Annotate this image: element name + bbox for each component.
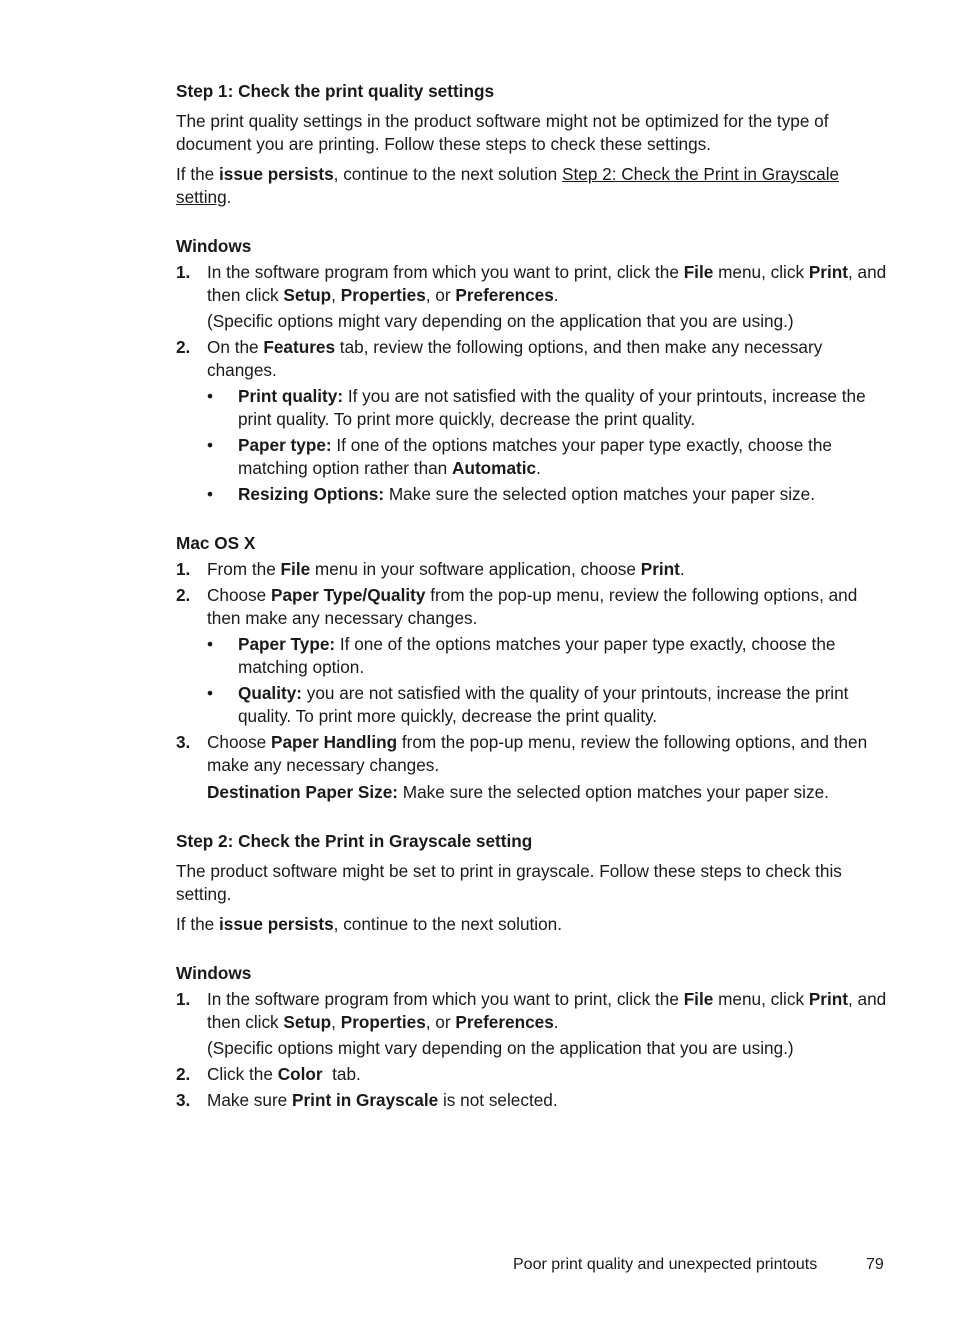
step2-link[interactable]: Step 2: Check the Print in Grayscale setting <box>176 164 840 207</box>
step2-persists: If the issue persists, continue to the next solution. <box>176 914 563 934</box>
bullet-icon: • <box>207 435 214 455</box>
bullet-icon: • <box>207 484 214 504</box>
list-number: 3. <box>176 1090 191 1110</box>
bullet-item: • Resizing Options: Make sure the selected option matches your paper size. <box>207 484 815 504</box>
bullet-item: • Paper Type: If one of the options matches your paper type exactly, choose the matching option. <box>207 634 836 677</box>
list-item: 2. Choose Paper Type/Quality from the pop-up menu, review the following options, and then make any necessary changes. • Paper Type: If one of the options matches your paper type exactly, choose the matching option. • Quality: you are not satisfied with the quality of your printouts, increase the print quality. To print more quickly, decrease the print quality. <box>176 584 888 728</box>
windows-heading-2: Windows <box>176 963 252 983</box>
list-item: 1. In the software program from which you want to print, click the File menu, click Print, and then click Setup, Properties, or Preferences. (Specific options might vary depending on the application that you are using.) <box>176 262 887 331</box>
document-page <box>176 80 888 1112</box>
bullet-icon: • <box>207 683 214 703</box>
step1-heading: Step 1: Check the print quality settings <box>176 81 495 101</box>
bullet-item: • Paper type: If one of the options matches your paper type exactly, choose the matching option rather than Automatic. <box>207 435 832 478</box>
step1-persists: If the issue persists, continue to the next solution Step 2: Check the Print in Grayscale setting. <box>176 164 840 207</box>
step2-intro: The product software might be set to print in grayscale. Follow these steps to check this setting. <box>176 861 842 904</box>
windows-heading: Windows <box>176 236 252 256</box>
bullet-item: • Print quality: If you are not satisfied with the quality of your printouts, increase the print quality. To print more quickly, decrease the print quality. <box>207 386 866 429</box>
list-note: (Specific options might vary depending on the application that you are using.) <box>207 1038 794 1058</box>
list-item: 1. From the File menu in your software application, choose Print. <box>176 559 685 579</box>
mac-heading: Mac OS X <box>176 533 256 553</box>
list-number: 1. <box>176 262 191 282</box>
list-item: 3. Make sure Print in Grayscale is not selected. <box>176 1090 558 1110</box>
list-number: 2. <box>176 585 191 605</box>
bullet-icon: • <box>207 634 214 654</box>
list-number: 2. <box>176 1064 191 1084</box>
list-item: 3. Choose Paper Handling from the pop-up menu, review the following options, and then make any necessary changes. Destination Paper Size: Make sure the selected option matches your paper size. <box>176 732 868 802</box>
bullet-item: • Quality: you are not satisfied with the quality of your printouts, increase the print quality. To print more quickly, decrease the print quality. <box>207 683 849 726</box>
list-item: 1. In the software program from which you want to print, click the File menu, click Print, and then click Setup, Properties, or Preferences. (Specific options might vary depending on the application that you are using.) <box>176 989 887 1058</box>
step2-heading: Step 2: Check the Print in Grayscale setting <box>176 831 533 851</box>
list-number: 1. <box>176 989 191 1009</box>
list-note: (Specific options might vary depending on the application that you are using.) <box>207 311 794 331</box>
list-number: 2. <box>176 337 191 357</box>
list-item: 2. On the Features tab, review the following options, and then make any necessary changes. • Print quality: If you are not satisfied with the quality of your printouts, increase the print quality. To print more quickly, decrease the print quality. • Paper type: If one of the options matches your paper type exactly, choose the matching option rather than Automatic. • Resizing Options: Make sure the selected option matches your paper size. <box>176 336 888 506</box>
list-number: 3. <box>176 732 191 752</box>
page-number: 79 <box>866 1256 884 1273</box>
bullet-icon: • <box>207 386 214 406</box>
step1-intro: The print quality settings in the product software might not be optimized for the type of document you are printing. Follow these steps to check these settings. <box>176 111 829 154</box>
list-number: 1. <box>176 559 191 579</box>
list-item: 2. Click the Color tab. <box>176 1064 361 1084</box>
footer-title: Poor print quality and unexpected printouts <box>513 1256 818 1273</box>
